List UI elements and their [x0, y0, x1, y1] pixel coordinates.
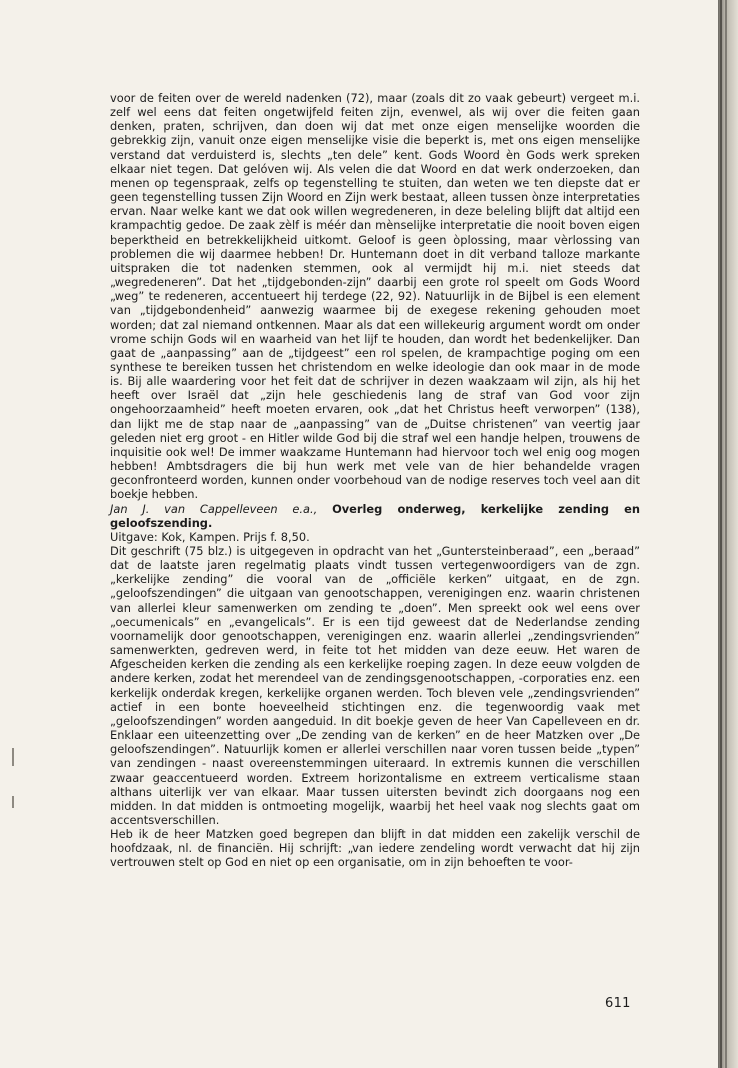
review-title: Overleg onderweg, kerkelijke zending en geloofszending. [110, 501, 640, 530]
spine-line [720, 0, 722, 1068]
text-column [110, 91, 640, 870]
spine-line [725, 0, 727, 1068]
review-author: Jan J. van Cappelleveen e.a., [110, 501, 318, 516]
paragraph-continuation: voor de feiten over de wereld nadenken (72), maar (zoals dit zo vaak gebeurt) vergeet m.i. zelf wel eens dat feiten ongetwijfeld feiten zijn, evenwel, als wij over die feiten gaan denken, praten, schrijven, dan doen wij dat met onze eigen menselijke woorden die gebrekkig zijn, vanuit onze eigen menselijke visie die beperkt is, met ons eigen menselijke verstand dat verduisterd is, slechts „ten dele” kent. Gods Woord èn Gods werk spreken elkaar niet tegen. Dat gelóven wij. Als velen die dat Woord en dat werk onderzoeken, dan menen op tegenspraak, zelfs op tegenstelling te stuiten, dan weten we ten diepste dat er geen tegenstelling tussen Zijn Woord en Zijn werk bestaat, alleen tussen ònze interpretaties ervan. Naar welke kant we dat ook willen wegredeneren, in deze beleling blijft dat altijd een krampachtig gedoe. De zaak zèlf is méér dan mènselijke interpretatie die nooit boven eigen beperktheid en betrekkelijkheid uitkomt. Geloof is geen òplossing, maar vèrlossing van problemen die wij daarmee hebben! Dr. Huntemann doet in dit verband talloze markante uitspraken die tot nadenken stemmen, ook al vermijdt hij m.i. niet steeds dat „wegredeneren”. Dat het „tijdgebonden-zijn” daarbij een grote rol speelt om Gods Woord „weg” te redeneren, accentueert hij terdege (22, 92). Natuurlijk in de Bijbel is een element van „tijdgebondenheid” aanwezig waarmee bij de exegese rekening gehouden moet worden; dat zal niemand ontkennen. Maar als dat een willekeurig argument wordt om onder vrome schijn Gods wil en waarheid van het lijf te houden, dan wordt het bedenkelijker. Dan gaat de „aanpassing” aan de „tijdgeest” een rol spelen, de krampachtige poging om een synthese te bereiken tussen het christendom en welke ideologie dan ook maar in de mode is. Bij alle waardering voor het feit dat de schrijver in dezen waakzaam wil zijn, als hij het heeft over Israël dat „zijn hele geschiedenis lang de straf van God voor zijn ongehoorzaamheid” heeft moeten ervaren, ook „dat het Christus heeft verworpen” (138), dan lijkt me de stap naar de „aanpassing” van de „Duitse christenen” van veertig jaar geleden niet erg groot - en Hitler wilde God bij die straf wel een handje helpen, trouwens de inquisitie ook wel! De immer waakzame Huntemann had hiervoor toch wel enig oog mogen hebben! Ambtsdragers die bij hun werk met vele van de hier behandelde vragen geconfronteerd worden, kunnen onder voorbehoud van de nodige reserves toch veel aan dit boekje hebben. [110, 91, 640, 502]
review-heading [110, 502, 640, 530]
scan-mark [12, 796, 14, 808]
scan-mark [12, 748, 14, 766]
book-spine-edge [718, 0, 738, 1068]
review-paragraph: Dit geschrift (75 blz.) is uitgegeven in opdracht van het „Guntersteinberaad”, een „beraad” dat de laatste jaren regelmatig plaats vindt tussen vertegenwoordigers van de zgn. „kerkelijke zending” die vooral van de „officiële kerken” uitgaat, en de zgn. „geloofszendingen” die uitgaan van genootschappen, verenigingen enz. waarin christenen van allerlei kleur samenwerken om zending te „doen”. Men spreekt ook wel eens over „oecumenicals” en „evangelicals”. Er is een tijd geweest dat de Nederlandse zending voornamelijk door genootschappen, verenigingen enz. waarin allerlei „zendingsvrienden” samenwerkten, gedreven werd, in feite tot het midden van deze eeuw. Het waren de Afgescheiden kerken die zending als een kerkelijke roeping zagen. In deze eeuw volgden de andere kerken, zodat het merendeel van de zendingsgenootschappen, -corporaties enz. een kerkelijk onderdak kregen, kerkelijke organen werden. Toch bleven vele „zendingsvrienden” actief in een bonte hoeveelheid stichtingen enz. die tegenwoordig vaak met „geloofszendingen” worden aangeduid. In dit boekje geven de heer Van Capelleveen en dr. Enklaar een uiteenzetting over „De zending van de kerken” en de heer Matzken over „De geloofszendingen”. Natuurlijk komen er allerlei verschillen naar voren tussen beide „typen” van zendingen - naast overeenstemmingen uiteraard. In extremis kunnen die verschillen zwaar geaccentueerd worden. Extreem horizontalisme en extreem verticalisme staan althans uiterlijk ver van elkaar. Maar tussen uitersten bevindt zich doorgaans nog een midden. In dat midden is ontmoeting mogelijk, waarbij het heel vaak nog slechts gaat om accentsverschillen. [110, 544, 640, 827]
review-paragraph-continued: Heb ik de heer Matzken goed begrepen dan blijft in dat midden een zakelijk verschil de hoofdzaak, nl. de financiën. Hij schrijft: „van iedere zendeling wordt verwacht dat hij zijn vertrouwen stelt op God en niet op een organisatie, om in zijn behoeften te voor- [110, 827, 640, 870]
page-number: 611 [605, 996, 631, 1011]
review-publisher: Uitgave: Kok, Kampen. Prijs f. 8,50. [110, 529, 310, 544]
